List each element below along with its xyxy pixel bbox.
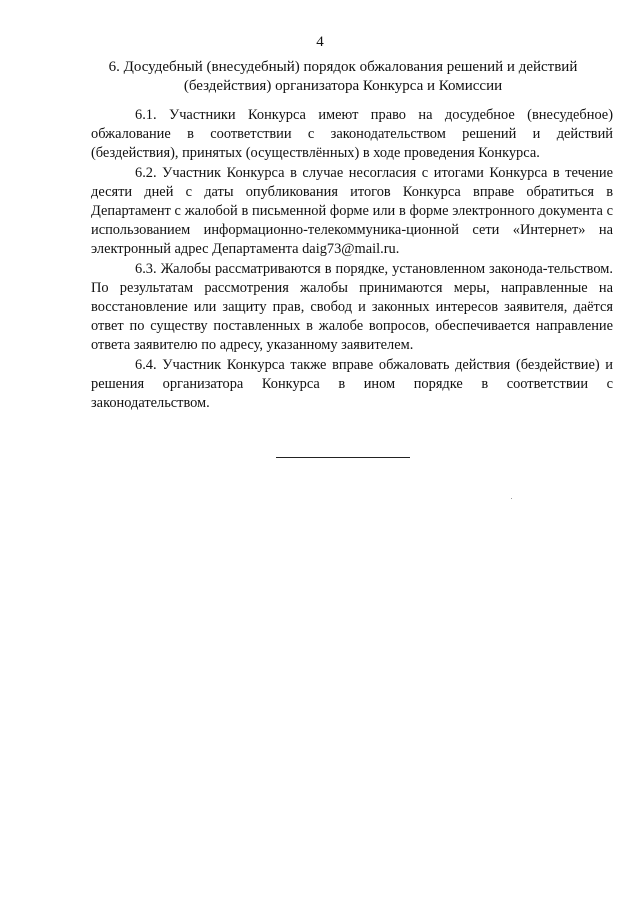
paragraph-6-4: 6.4. Участник Конкурса также вправе обжаловать действия (бездействие) и решения организатора Конкурса в ином порядке в соответствии с законодательством. (91, 356, 613, 412)
section-title-line-2: (бездействия) организатора Конкурса и Комиссии (183, 78, 503, 94)
page-number: 4 (316, 34, 324, 50)
end-of-section-divider (276, 457, 410, 458)
section-title-line-1: 6. Досудебный (внесудебный) порядок обжалования решений и действий (108, 59, 578, 75)
document-body (91, 106, 613, 413)
paragraph-6-2: 6.2. Участник Конкурса в случае несогласия с итогами Конкурса в течение десяти дней с даты опубликования итогов Конкурса вправе обратиться в Департамент с жалобой в письменной форме или в форме электронного документа с использованием информационно-телекоммуника-ционной сети «Интернет» на электронный адрес Департамента daig73@mail.ru. (91, 164, 613, 258)
paragraph-6-3: 6.3. Жалобы рассматриваются в порядке, установленном законода-тельством. По результатам рассмотрения жалобы принимаются меры, направленные на восстановление или защиту прав, свобод и законных интересов заявителя, даётся ответ по существу поставленных в жалобе вопросов, обеспечивается направление ответа заявителю по адресу, указанному заявителем. (91, 260, 613, 354)
scan-speck (511, 498, 512, 499)
paragraph-6-1: 6.1. Участники Конкурса имеют право на досудебное (внесудебное) обжалование в соответствии с законодательством решений и действий (бездействия), принятых (осуществлённых) в ходе проведения Конкурса. (91, 107, 613, 162)
section-title (96, 58, 590, 96)
